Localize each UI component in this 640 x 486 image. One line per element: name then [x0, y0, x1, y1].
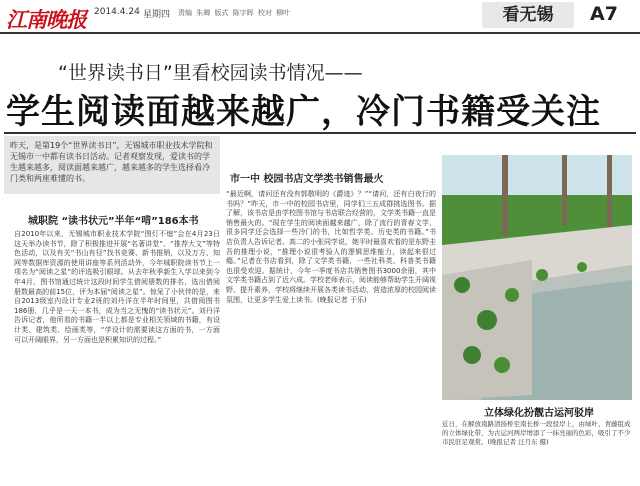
headline-divider	[4, 132, 636, 134]
issue-date: 2014.4.24	[94, 7, 140, 17]
article-kicker: “世界读书日”里看校园读书情况——	[58, 62, 363, 84]
column2-body: “最近啊，请问还有没有郭敬明的《爵迹》？”“请问，还有白夜行的书吗？”昨天，市一中的校园书店里，同学们三五成群挑选图书。据了解，该书店是由学校图书馆与书店联合经营的，文学类书籍一直是销售最火的。“现在学生的阅读面越来越广，除了流行的青春文学，很多同学还会选择一些冷门的书，比如哲学类、历史类的书籍。”书店负责人告诉记者。高二的小张同学说，她平时最喜欢看的是东野圭吾的推理小说，“推理小说很考验人的逻辑思维能力，读起来很过瘾。”记者在书店看到，除了文学类书籍，一些社科类、科普类书籍也很受欢迎。据统计，今年一季度书店共销售图书3000余册，其中文学类书籍占到了近六成。学校老师表示，阅读能够帮助学生开阔视野、提升素养，学校将继续开展各类读书活动，营造浓厚的校园阅读氛围，让更多学生爱上读书。(晚报记者 于乐)	[226, 190, 436, 304]
article-lead: 昨天，是第19个“世界读书日”，无锡城市职业技术学院和无锡市一中都有读书日活动。记者观察发现，爱读书的学生越来越多，阅读面越来越广，越来越多的学生选择看冷门类和两座难懂的书。	[4, 136, 220, 194]
column2-title: 市一中 校园书店文学类书销售最火	[230, 174, 384, 185]
section-name: 看无锡	[482, 2, 574, 28]
photo-description: 近日，在解放南路清扬桥至南长桥一段驳岸上，由绿叶、青藤组成的立体绿化带，为古运河两岸增添了一抹亮丽的色彩，吸引了不少市民驻足观赏。(晚报记者 汪月东 摄)	[442, 420, 631, 446]
column1-body: 自2010年以来，无锡城市职业技术学院“图灯不熄”会在4月23日这天举办读书节，除了积极推进开展“名著讲堂”、“推荐大文”等特色活动，以及有关“书山有径”找书竞赛、新书推销，以及万方、知网等数据库资源的使用讲座等系列活动外，今年城职院读书节上一项名为“阅读之星”的评选吸引眼球。从去年秋季新生入学以来到今年4月，图书馆通过统计这段时间学生借阅册数的排名，选出借阅册数最高的前15位，评为本届“阅读之星”。惊呆了小伙伴的是，来自2013级室内设计专业2班的刘丹洋在半年时间里，共借阅图书186册，几乎是一天一本书，成为当之无愧的“读书状元”。刘丹洋告诉记者，他所看的书籍一半以上都是专业相关领域的书籍，有设计类、建筑类、绘画类等，“学设计的需要读这方面的书，一方面可以开阔眼界，另一方面也是积累知识的过程。”	[14, 230, 220, 344]
article-headline: 学生阅读面越来越广，冷门书籍受关注	[6, 92, 601, 132]
page-number: A7	[590, 3, 618, 25]
canal-photo	[442, 155, 632, 400]
canal-photo-illustration	[442, 155, 632, 400]
masthead	[0, 0, 640, 34]
column1-title: 城职院 “读书状元”半年“啃”186本书	[28, 216, 199, 227]
editor-credits: 责编 朱卿 版式 陈宇晖 校对 柳叶	[178, 9, 291, 17]
photo-caption: 立体绿化扮靓古运河驳岸	[484, 408, 594, 419]
issue-weekday: 星期四	[143, 10, 171, 20]
newspaper-logo: 江南晚报	[6, 7, 86, 32]
